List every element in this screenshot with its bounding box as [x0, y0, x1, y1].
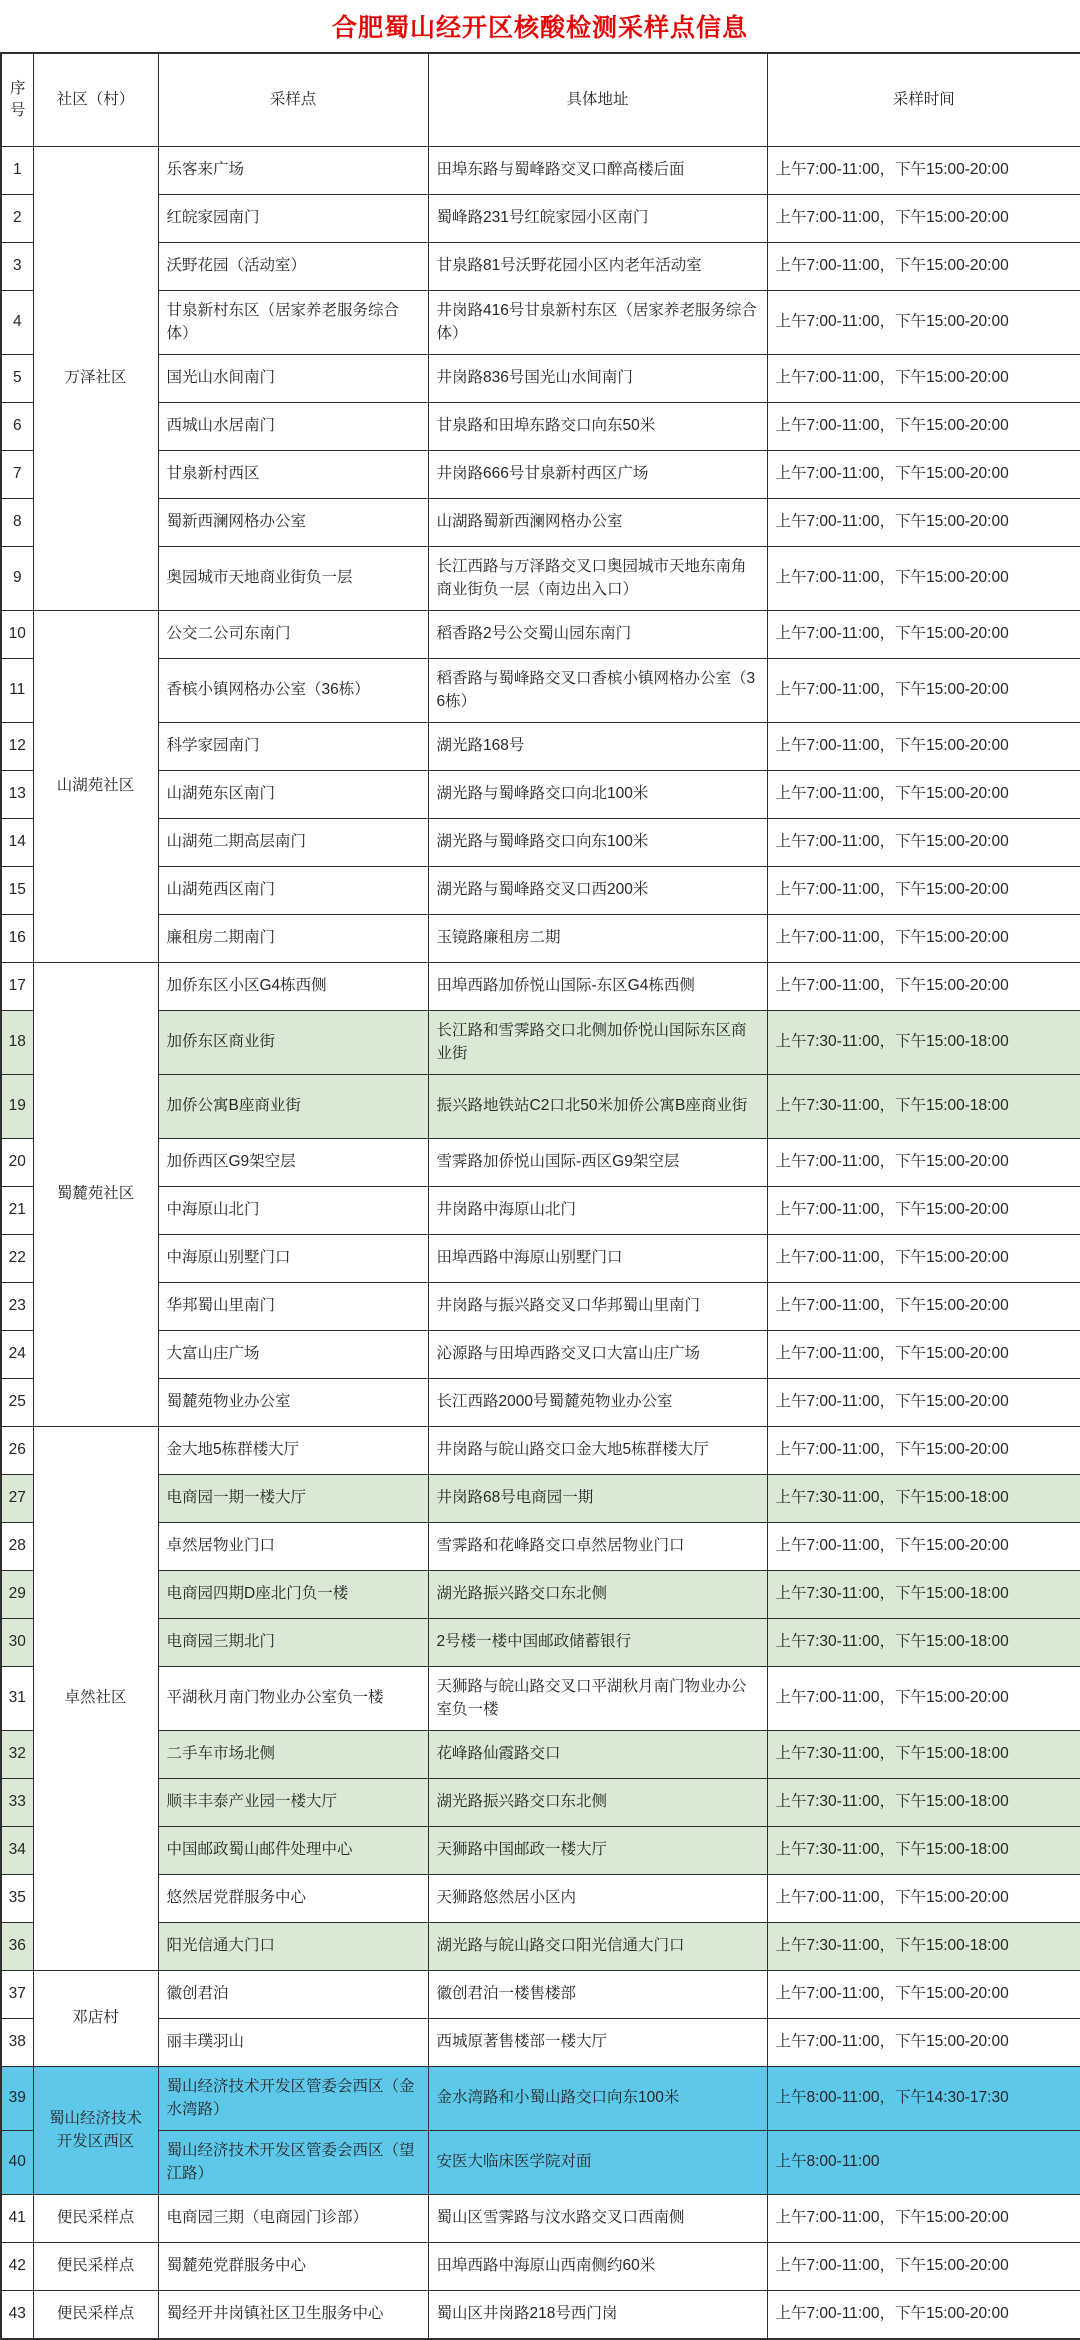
row-number-cell: 25	[1, 1379, 33, 1427]
column-header-time: 采样时间	[767, 53, 1080, 147]
row-number-cell: 43	[1, 2291, 33, 2339]
address-cell: 田埠西路中海原山西南侧约60米	[428, 2243, 767, 2291]
time-cell: 上午7:30-11:00，下午15:00-18:00	[767, 1475, 1080, 1523]
site-cell: 金大地5栋群楼大厅	[158, 1427, 428, 1475]
row-number-cell: 5	[1, 355, 33, 403]
time-cell: 上午7:00-11:00，下午15:00-20:00	[767, 243, 1080, 291]
address-cell: 稻香路2号公交蜀山园东南门	[428, 611, 767, 659]
address-cell: 长江西路2000号蜀麓苑物业办公室	[428, 1379, 767, 1427]
time-cell: 上午7:00-11:00，下午15:00-20:00	[767, 723, 1080, 771]
time-cell: 上午7:00-11:00，下午15:00-20:00	[767, 2195, 1080, 2243]
address-cell: 蜀山区雪霁路与汶水路交叉口西南侧	[428, 2195, 767, 2243]
table-row	[1, 1379, 1080, 1427]
time-cell: 上午7:30-11:00，下午15:00-18:00	[767, 1571, 1080, 1619]
address-cell: 井岗路与振兴路交叉口华邦蜀山里南门	[428, 1283, 767, 1331]
row-number-cell: 9	[1, 547, 33, 611]
row-number-cell: 13	[1, 771, 33, 819]
address-cell: 井岗路666号甘泉新村西区广场	[428, 451, 767, 499]
site-cell: 加侨东区小区G4栋西侧	[158, 963, 428, 1011]
row-number-cell: 19	[1, 1075, 33, 1139]
address-cell: 稻香路与蜀峰路交叉口香槟小镇网格办公室（36栋）	[428, 659, 767, 723]
site-cell: 加侨东区商业街	[158, 1011, 428, 1075]
address-cell: 田埠西路中海原山别墅门口	[428, 1235, 767, 1283]
time-cell: 上午7:00-11:00，下午15:00-20:00	[767, 355, 1080, 403]
time-cell: 上午7:00-11:00，下午15:00-20:00	[767, 2243, 1080, 2291]
time-cell: 上午7:30-11:00，下午15:00-18:00	[767, 1075, 1080, 1139]
row-number-cell: 2	[1, 195, 33, 243]
time-cell: 上午7:00-11:00，下午15:00-20:00	[767, 499, 1080, 547]
table-row	[1, 2291, 1080, 2339]
row-number-cell: 14	[1, 819, 33, 867]
site-cell: 蜀麓苑物业办公室	[158, 1379, 428, 1427]
site-cell: 蜀经开井岗镇社区卫生服务中心	[158, 2291, 428, 2339]
table-row	[1, 659, 1080, 723]
time-cell: 上午8:00-11:00，下午14:30-17:30	[767, 2067, 1080, 2131]
table-row	[1, 1011, 1080, 1075]
community-cell: 蜀山经济技术开发区西区	[33, 2067, 158, 2195]
site-cell: 悠然居党群服务中心	[158, 1875, 428, 1923]
address-cell: 沁源路与田埠西路交叉口大富山庄广场	[428, 1331, 767, 1379]
site-cell: 二手车市场北侧	[158, 1731, 428, 1779]
table-row	[1, 1235, 1080, 1283]
row-number-cell: 4	[1, 291, 33, 355]
row-number-cell: 23	[1, 1283, 33, 1331]
table-row	[1, 1475, 1080, 1523]
row-number-cell: 35	[1, 1875, 33, 1923]
address-cell: 湖光路与蜀峰路交叉口西200米	[428, 867, 767, 915]
address-cell: 徽创君泊一楼售楼部	[428, 1971, 767, 2019]
time-cell: 上午7:00-11:00，下午15:00-20:00	[767, 771, 1080, 819]
time-cell: 上午7:30-11:00，下午15:00-18:00	[767, 1779, 1080, 1827]
column-header-no: 序号	[1, 53, 33, 147]
time-cell: 上午8:00-11:00	[767, 2131, 1080, 2195]
row-number-cell: 41	[1, 2195, 33, 2243]
address-cell: 湖光路振兴路交口东北侧	[428, 1779, 767, 1827]
time-cell: 上午7:00-11:00，下午15:00-20:00	[767, 867, 1080, 915]
address-cell: 2号楼一楼中国邮政储蓄银行	[428, 1619, 767, 1667]
row-number-cell: 36	[1, 1923, 33, 1971]
site-cell: 阳光信通大门口	[158, 1923, 428, 1971]
address-cell: 金水湾路和小蜀山路交口向东100米	[428, 2067, 767, 2131]
row-number-cell: 7	[1, 451, 33, 499]
table-row	[1, 1731, 1080, 1779]
table-row	[1, 1571, 1080, 1619]
table-row	[1, 2019, 1080, 2067]
column-header-site: 采样点	[158, 53, 428, 147]
row-number-cell: 12	[1, 723, 33, 771]
site-cell: 科学家园南门	[158, 723, 428, 771]
row-number-cell: 15	[1, 867, 33, 915]
community-cell: 山湖苑社区	[33, 611, 158, 963]
site-cell: 顺丰丰泰产业园一楼大厅	[158, 1779, 428, 1827]
row-number-cell: 32	[1, 1731, 33, 1779]
address-cell: 甘泉路81号沃野花园小区内老年活动室	[428, 243, 767, 291]
time-cell: 上午7:00-11:00，下午15:00-20:00	[767, 1875, 1080, 1923]
table-row	[1, 819, 1080, 867]
table-row	[1, 1619, 1080, 1667]
table-row	[1, 547, 1080, 611]
column-header-address: 具体地址	[428, 53, 767, 147]
row-number-cell: 33	[1, 1779, 33, 1827]
time-cell: 上午7:30-11:00，下午15:00-18:00	[767, 1619, 1080, 1667]
time-cell: 上午7:00-11:00，下午15:00-20:00	[767, 147, 1080, 195]
table-row	[1, 1331, 1080, 1379]
site-cell: 丽丰璞羽山	[158, 2019, 428, 2067]
row-number-cell: 27	[1, 1475, 33, 1523]
time-cell: 上午7:00-11:00，下午15:00-20:00	[767, 611, 1080, 659]
row-number-cell: 34	[1, 1827, 33, 1875]
table-row	[1, 1139, 1080, 1187]
time-cell: 上午7:00-11:00，下午15:00-20:00	[767, 1283, 1080, 1331]
time-cell: 上午7:00-11:00，下午15:00-20:00	[767, 819, 1080, 867]
time-cell: 上午7:00-11:00，下午15:00-20:00	[767, 1667, 1080, 1731]
address-cell: 长江西路与万泽路交叉口奥园城市天地东南角商业街负一层（南边出入口）	[428, 547, 767, 611]
table-row	[1, 2067, 1080, 2131]
row-number-cell: 30	[1, 1619, 33, 1667]
time-cell: 上午7:00-11:00，下午15:00-20:00	[767, 1331, 1080, 1379]
row-number-cell: 1	[1, 147, 33, 195]
site-cell: 沃野花园（活动室）	[158, 243, 428, 291]
time-cell: 上午7:00-11:00，下午15:00-20:00	[767, 1235, 1080, 1283]
address-cell: 田埠西路加侨悦山国际-东区G4栋西侧	[428, 963, 767, 1011]
row-number-cell: 10	[1, 611, 33, 659]
address-cell: 花峰路仙霞路交口	[428, 1731, 767, 1779]
row-number-cell: 26	[1, 1427, 33, 1475]
table-row	[1, 771, 1080, 819]
site-cell: 中海原山别墅门口	[158, 1235, 428, 1283]
table-row	[1, 243, 1080, 291]
table-row	[1, 1075, 1080, 1139]
site-cell: 中海原山北门	[158, 1187, 428, 1235]
address-cell: 安医大临床医学院对面	[428, 2131, 767, 2195]
time-cell: 上午7:00-11:00，下午15:00-20:00	[767, 963, 1080, 1011]
site-cell: 蜀麓苑党群服务中心	[158, 2243, 428, 2291]
address-cell: 井岗路836号国光山水间南门	[428, 355, 767, 403]
address-cell: 天狮路悠然居小区内	[428, 1875, 767, 1923]
time-cell: 上午7:30-11:00，下午15:00-18:00	[767, 1731, 1080, 1779]
table-row	[1, 291, 1080, 355]
address-cell: 长江路和雪霁路交口北侧加侨悦山国际东区商业街	[428, 1011, 767, 1075]
site-cell: 国光山水间南门	[158, 355, 428, 403]
row-number-cell: 18	[1, 1011, 33, 1075]
sampling-points-table	[0, 52, 1080, 2340]
table-row	[1, 915, 1080, 963]
address-cell: 湖光路与皖山路交口阳光信通大门口	[428, 1923, 767, 1971]
address-cell: 湖光路168号	[428, 723, 767, 771]
site-cell: 公交二公司东南门	[158, 611, 428, 659]
site-cell: 山湖苑西区南门	[158, 867, 428, 915]
table-row	[1, 1971, 1080, 2019]
address-cell: 井岗路416号甘泉新村东区（居家养老服务综合体）	[428, 291, 767, 355]
address-cell: 西城原著售楼部一楼大厅	[428, 2019, 767, 2067]
site-cell: 西城山水居南门	[158, 403, 428, 451]
time-cell: 上午7:00-11:00，下午15:00-20:00	[767, 547, 1080, 611]
table-row	[1, 867, 1080, 915]
table-row	[1, 1427, 1080, 1475]
site-cell: 卓然居物业门口	[158, 1523, 428, 1571]
address-cell: 湖光路与蜀峰路交口向北100米	[428, 771, 767, 819]
table-row	[1, 147, 1080, 195]
address-cell: 玉镜路廉租房二期	[428, 915, 767, 963]
address-cell: 湖光路振兴路交口东北侧	[428, 1571, 767, 1619]
time-cell: 上午7:00-11:00，下午15:00-20:00	[767, 291, 1080, 355]
column-header-community: 社区（村）	[33, 53, 158, 147]
row-number-cell: 24	[1, 1331, 33, 1379]
site-cell: 蜀新西澜网格办公室	[158, 499, 428, 547]
table-row	[1, 1827, 1080, 1875]
time-cell: 上午7:30-11:00，下午15:00-18:00	[767, 1011, 1080, 1075]
address-cell: 振兴路地铁站C2口北50米加侨公寓B座商业街	[428, 1075, 767, 1139]
row-number-cell: 29	[1, 1571, 33, 1619]
address-cell: 井岗路68号电商园一期	[428, 1475, 767, 1523]
table-row	[1, 2195, 1080, 2243]
address-cell: 雪霁路加侨悦山国际-西区G9架空层	[428, 1139, 767, 1187]
community-cell: 便民采样点	[33, 2195, 158, 2243]
community-cell: 卓然社区	[33, 1427, 158, 1971]
site-cell: 山湖苑东区南门	[158, 771, 428, 819]
site-cell: 加侨西区G9架空层	[158, 1139, 428, 1187]
row-number-cell: 37	[1, 1971, 33, 2019]
table-row	[1, 611, 1080, 659]
community-cell: 万泽社区	[33, 147, 158, 611]
table-row	[1, 2131, 1080, 2195]
time-cell: 上午7:00-11:00，下午15:00-20:00	[767, 1379, 1080, 1427]
time-cell: 上午7:00-11:00，下午15:00-20:00	[767, 1971, 1080, 2019]
row-number-cell: 22	[1, 1235, 33, 1283]
table-row	[1, 451, 1080, 499]
table-row	[1, 355, 1080, 403]
address-cell: 天狮路中国邮政一楼大厅	[428, 1827, 767, 1875]
site-cell: 蜀山经济技术开发区管委会西区（金水湾路）	[158, 2067, 428, 2131]
site-cell: 红皖家园南门	[158, 195, 428, 243]
site-cell: 电商园一期一楼大厅	[158, 1475, 428, 1523]
time-cell: 上午7:00-11:00，下午15:00-20:00	[767, 2019, 1080, 2067]
table-body	[1, 147, 1080, 2339]
community-cell: 蜀麓苑社区	[33, 963, 158, 1427]
site-cell: 奥园城市天地商业街负一层	[158, 547, 428, 611]
time-cell: 上午7:00-11:00，下午15:00-20:00	[767, 1187, 1080, 1235]
row-number-cell: 40	[1, 2131, 33, 2195]
site-cell: 甘泉新村东区（居家养老服务综合体）	[158, 291, 428, 355]
address-cell: 蜀峰路231号红皖家园小区南门	[428, 195, 767, 243]
row-number-cell: 20	[1, 1139, 33, 1187]
community-cell: 邓店村	[33, 1971, 158, 2067]
table-row	[1, 195, 1080, 243]
table-row	[1, 1283, 1080, 1331]
row-number-cell: 28	[1, 1523, 33, 1571]
time-cell: 上午7:00-11:00，下午15:00-20:00	[767, 451, 1080, 499]
row-number-cell: 11	[1, 659, 33, 723]
table-row	[1, 1923, 1080, 1971]
row-number-cell: 42	[1, 2243, 33, 2291]
address-cell: 井岗路与皖山路交口金大地5栋群楼大厅	[428, 1427, 767, 1475]
community-cell: 便民采样点	[33, 2291, 158, 2339]
time-cell: 上午7:00-11:00，下午15:00-20:00	[767, 1427, 1080, 1475]
community-cell: 便民采样点	[33, 2243, 158, 2291]
table-row	[1, 963, 1080, 1011]
row-number-cell: 39	[1, 2067, 33, 2131]
site-cell: 平湖秋月南门物业办公室负一楼	[158, 1667, 428, 1731]
row-number-cell: 6	[1, 403, 33, 451]
site-cell: 廉租房二期南门	[158, 915, 428, 963]
site-cell: 中国邮政蜀山邮件处理中心	[158, 1827, 428, 1875]
site-cell: 电商园三期（电商园门诊部）	[158, 2195, 428, 2243]
time-cell: 上午7:00-11:00，下午15:00-20:00	[767, 659, 1080, 723]
time-cell: 上午7:00-11:00，下午15:00-20:00	[767, 1139, 1080, 1187]
table-row	[1, 1187, 1080, 1235]
table-row	[1, 499, 1080, 547]
table-row	[1, 1523, 1080, 1571]
row-number-cell: 16	[1, 915, 33, 963]
table-row	[1, 403, 1080, 451]
site-cell: 加侨公寓B座商业街	[158, 1075, 428, 1139]
table-row	[1, 1667, 1080, 1731]
time-cell: 上午7:00-11:00，下午15:00-20:00	[767, 915, 1080, 963]
row-number-cell: 31	[1, 1667, 33, 1731]
site-cell: 香槟小镇网格办公室（36栋）	[158, 659, 428, 723]
address-cell: 蜀山区井岗路218号西门岗	[428, 2291, 767, 2339]
address-cell: 甘泉路和田埠东路交口向东50米	[428, 403, 767, 451]
address-cell: 湖光路与蜀峰路交口向东100米	[428, 819, 767, 867]
site-cell: 华邦蜀山里南门	[158, 1283, 428, 1331]
time-cell: 上午7:30-11:00，下午15:00-18:00	[767, 1827, 1080, 1875]
address-cell: 天狮路与皖山路交叉口平湖秋月南门物业办公室负一楼	[428, 1667, 767, 1731]
row-number-cell: 8	[1, 499, 33, 547]
site-cell: 山湖苑二期高层南门	[158, 819, 428, 867]
row-number-cell: 21	[1, 1187, 33, 1235]
site-cell: 乐客来广场	[158, 147, 428, 195]
site-cell: 徽创君泊	[158, 1971, 428, 2019]
table-row	[1, 1875, 1080, 1923]
address-cell: 井岗路中海原山北门	[428, 1187, 767, 1235]
site-cell: 电商园四期D座北门负一楼	[158, 1571, 428, 1619]
table-row	[1, 723, 1080, 771]
site-cell: 蜀山经济技术开发区管委会西区（望江路）	[158, 2131, 428, 2195]
table-row	[1, 2243, 1080, 2291]
site-cell: 电商园三期北门	[158, 1619, 428, 1667]
address-cell: 田埠东路与蜀峰路交叉口醉高楼后面	[428, 147, 767, 195]
time-cell: 上午7:00-11:00，下午15:00-20:00	[767, 1523, 1080, 1571]
time-cell: 上午7:30-11:00，下午15:00-18:00	[767, 1923, 1080, 1971]
row-number-cell: 17	[1, 963, 33, 1011]
row-number-cell: 3	[1, 243, 33, 291]
site-cell: 甘泉新村西区	[158, 451, 428, 499]
row-number-cell: 38	[1, 2019, 33, 2067]
header-row	[1, 53, 1080, 147]
page-title: 合肥蜀山经开区核酸检测采样点信息	[331, 14, 748, 42]
table-row	[1, 1779, 1080, 1827]
time-cell: 上午7:00-11:00，下午15:00-20:00	[767, 195, 1080, 243]
site-cell: 大富山庄广场	[158, 1331, 428, 1379]
time-cell: 上午7:00-11:00，下午15:00-20:00	[767, 2291, 1080, 2339]
address-cell: 山湖路蜀新西澜网格办公室	[428, 499, 767, 547]
time-cell: 上午7:00-11:00，下午15:00-20:00	[767, 403, 1080, 451]
address-cell: 雪霁路和花峰路交口卓然居物业门口	[428, 1523, 767, 1571]
